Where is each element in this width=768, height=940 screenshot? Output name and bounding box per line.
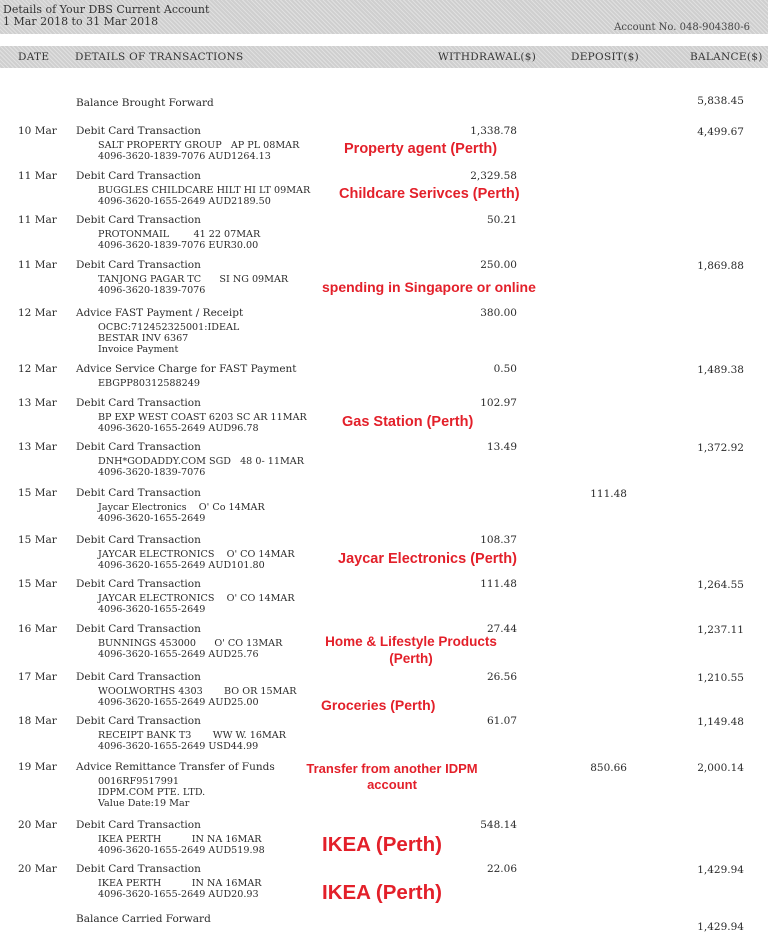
transaction-details: IKEA PERTH IN NA 16MAR 4096-3620-1655-2649 AUD20.93: [98, 878, 262, 900]
transaction-date: 16 Mar: [18, 623, 57, 635]
deposit-amount: 850.66: [590, 762, 627, 774]
transaction-type: Debit Card Transaction: [76, 170, 201, 182]
transaction-date: 15 Mar: [18, 487, 57, 499]
transaction-type: Advice Service Charge for FAST Payment: [76, 363, 297, 375]
withdrawal-amount: 102.97: [480, 397, 517, 409]
transaction-type: Debit Card Transaction: [76, 863, 201, 875]
account-number: Account No. 048-904380-6: [614, 22, 750, 33]
withdrawal-amount: 50.21: [486, 214, 517, 226]
balance-amount: 1,429.94: [697, 864, 744, 876]
transaction-date: 10 Mar: [18, 125, 57, 137]
transaction-date: 20 Mar: [18, 863, 57, 875]
transaction-details: BP EXP WEST COAST 6203 SC AR 11MAR 4096-3620-1655-2649 AUD96.78: [98, 412, 307, 434]
transaction-type: Debit Card Transaction: [76, 715, 201, 727]
balance-amount: 1,372.92: [697, 442, 744, 454]
annotation-label: Home & Lifestyle Products (Perth): [325, 634, 497, 666]
column-header-deposit: DEPOSIT($): [571, 51, 639, 63]
balance-carried-forward-amount: 1,429.94: [697, 921, 744, 933]
annotation-label: spending in Singapore or online: [322, 279, 536, 295]
withdrawal-amount: 0.50: [493, 363, 517, 375]
transaction-details: JAYCAR ELECTRONICS O' CO 14MAR 4096-3620-1655-2649 AUD101.80: [98, 549, 295, 571]
transaction-date: 17 Mar: [18, 671, 57, 683]
balance-amount: 1,237.11: [697, 624, 744, 636]
withdrawal-amount: 250.00: [480, 259, 517, 271]
transaction-date: 15 Mar: [18, 578, 57, 590]
transaction-type: Debit Card Transaction: [76, 397, 201, 409]
transaction-details: OCBC:712452325001:IDEAL BESTAR INV 6367 Invoice Payment: [98, 322, 240, 355]
balance-amount: 1,489.38: [697, 364, 744, 376]
annotation-label: IKEA (Perth): [322, 881, 442, 904]
transaction-details: EBGPP80312588249: [98, 378, 200, 389]
column-header-withdrawal: WITHDRAWAL($): [438, 51, 537, 63]
column-header-date: DATE: [18, 51, 50, 63]
balance-amount: 1,264.55: [697, 579, 744, 591]
balance-amount: 4,499.67: [697, 126, 744, 138]
transaction-details: DNH*GODADDY.COM SGD 48 0- 11MAR 4096-3620-1839-7076: [98, 456, 304, 478]
withdrawal-amount: 380.00: [480, 307, 517, 319]
transaction-type: Debit Card Transaction: [76, 534, 201, 546]
transaction-date: 12 Mar: [18, 363, 57, 375]
transaction-type: Advice FAST Payment / Receipt: [76, 307, 244, 319]
withdrawal-amount: 61.07: [486, 715, 517, 727]
transaction-date: 13 Mar: [18, 441, 57, 453]
annotation-label: Childcare Serivces (Perth): [339, 186, 520, 202]
transaction-type: Debit Card Transaction: [76, 819, 201, 831]
withdrawal-amount: 548.14: [480, 819, 517, 831]
withdrawal-amount: 108.37: [480, 534, 517, 546]
annotation-label: Groceries (Perth): [321, 697, 436, 713]
transaction-details: SALT PROPERTY GROUP AP PL 08MAR 4096-3620-1839-7076 AUD1264.13: [98, 140, 300, 162]
transaction-date: 18 Mar: [18, 715, 57, 727]
transaction-details: RECEIPT BANK T3 WW W. 16MAR 4096-3620-1655-2649 USD44.99: [98, 730, 286, 752]
transaction-date: 20 Mar: [18, 819, 57, 831]
transaction-details: WOOLWORTHS 4303 BO OR 15MAR 4096-3620-1655-2649 AUD25.00: [98, 686, 297, 708]
transaction-type: Debit Card Transaction: [76, 487, 201, 499]
withdrawal-amount: 13.49: [486, 441, 517, 453]
balance-brought-forward-label: Balance Brought Forward: [76, 97, 214, 109]
transaction-details: JAYCAR ELECTRONICS O' CO 14MAR 4096-3620-1655-2649: [98, 593, 295, 615]
withdrawal-amount: 27.44: [486, 623, 517, 635]
column-header-balance: BALANCE($): [690, 51, 763, 63]
balance-amount: 1,210.55: [697, 672, 744, 684]
transaction-type: Debit Card Transaction: [76, 623, 201, 635]
transaction-date: 19 Mar: [18, 761, 57, 773]
deposit-amount: 111.48: [590, 488, 627, 500]
column-header-details: DETAILS OF TRANSACTIONS: [75, 51, 244, 63]
annotation-label: IKEA (Perth): [322, 833, 442, 856]
column-header-row: [0, 46, 768, 68]
transaction-type: Debit Card Transaction: [76, 441, 201, 453]
transaction-date: 13 Mar: [18, 397, 57, 409]
withdrawal-amount: 2,329.58: [470, 170, 517, 182]
transaction-date: 12 Mar: [18, 307, 57, 319]
transaction-details: 0016RF9517991 IDPM.COM PTE. LTD. Value Date:19 Mar: [98, 776, 206, 809]
transaction-details: BUNNINGS 453000 O' CO 13MAR 4096-3620-1655-2649 AUD25.76: [98, 638, 283, 660]
transaction-type: Debit Card Transaction: [76, 578, 201, 590]
transaction-type: Debit Card Transaction: [76, 671, 201, 683]
transaction-type: Debit Card Transaction: [76, 259, 201, 271]
balance-carried-forward-label: Balance Carried Forward: [76, 913, 211, 925]
transaction-details: IKEA PERTH IN NA 16MAR 4096-3620-1655-2649 AUD519.98: [98, 834, 265, 856]
transaction-details: PROTONMAIL 41 22 07MAR 4096-3620-1839-7076 EUR30.00: [98, 229, 261, 251]
transaction-type: Advice Remittance Transfer of Funds: [76, 761, 275, 773]
statement-title-line1: Details of Your DBS Current Account: [3, 3, 210, 16]
statement-header-band: [0, 0, 768, 34]
transaction-date: 11 Mar: [18, 259, 57, 271]
balance-brought-forward-amount: 5,838.45: [697, 95, 744, 107]
withdrawal-amount: 22.06: [486, 863, 517, 875]
withdrawal-amount: 111.48: [480, 578, 517, 590]
annotation-label: Transfer from another IDPM account: [306, 761, 478, 792]
withdrawal-amount: 26.56: [486, 671, 517, 683]
transaction-type: Debit Card Transaction: [76, 125, 201, 137]
statement-title: [3, 4, 209, 28]
transaction-date: 11 Mar: [18, 214, 57, 226]
transaction-details: Jaycar Electronics O' Co 14MAR 4096-3620-1655-2649: [98, 502, 265, 524]
balance-amount: 1,869.88: [697, 260, 744, 272]
balance-amount: 1,149.48: [697, 716, 744, 728]
annotation-label: Jaycar Electronics (Perth): [338, 551, 517, 567]
transaction-date: 15 Mar: [18, 534, 57, 546]
statement-period: 1 Mar 2018 to 31 Mar 2018: [3, 15, 159, 28]
transaction-details: BUGGLES CHILDCARE HILT HI LT 09MAR 4096-3620-1655-2649 AUD2189.50: [98, 185, 311, 207]
transaction-date: 11 Mar: [18, 170, 57, 182]
withdrawal-amount: 1,338.78: [470, 125, 517, 137]
balance-amount: 2,000.14: [697, 762, 744, 774]
annotation-label: Property agent (Perth): [344, 141, 498, 157]
annotation-label: Gas Station (Perth): [342, 414, 474, 430]
transaction-type: Debit Card Transaction: [76, 214, 201, 226]
transaction-details: TANJONG PAGAR TC SI NG 09MAR 4096-3620-1839-7076: [98, 274, 289, 296]
